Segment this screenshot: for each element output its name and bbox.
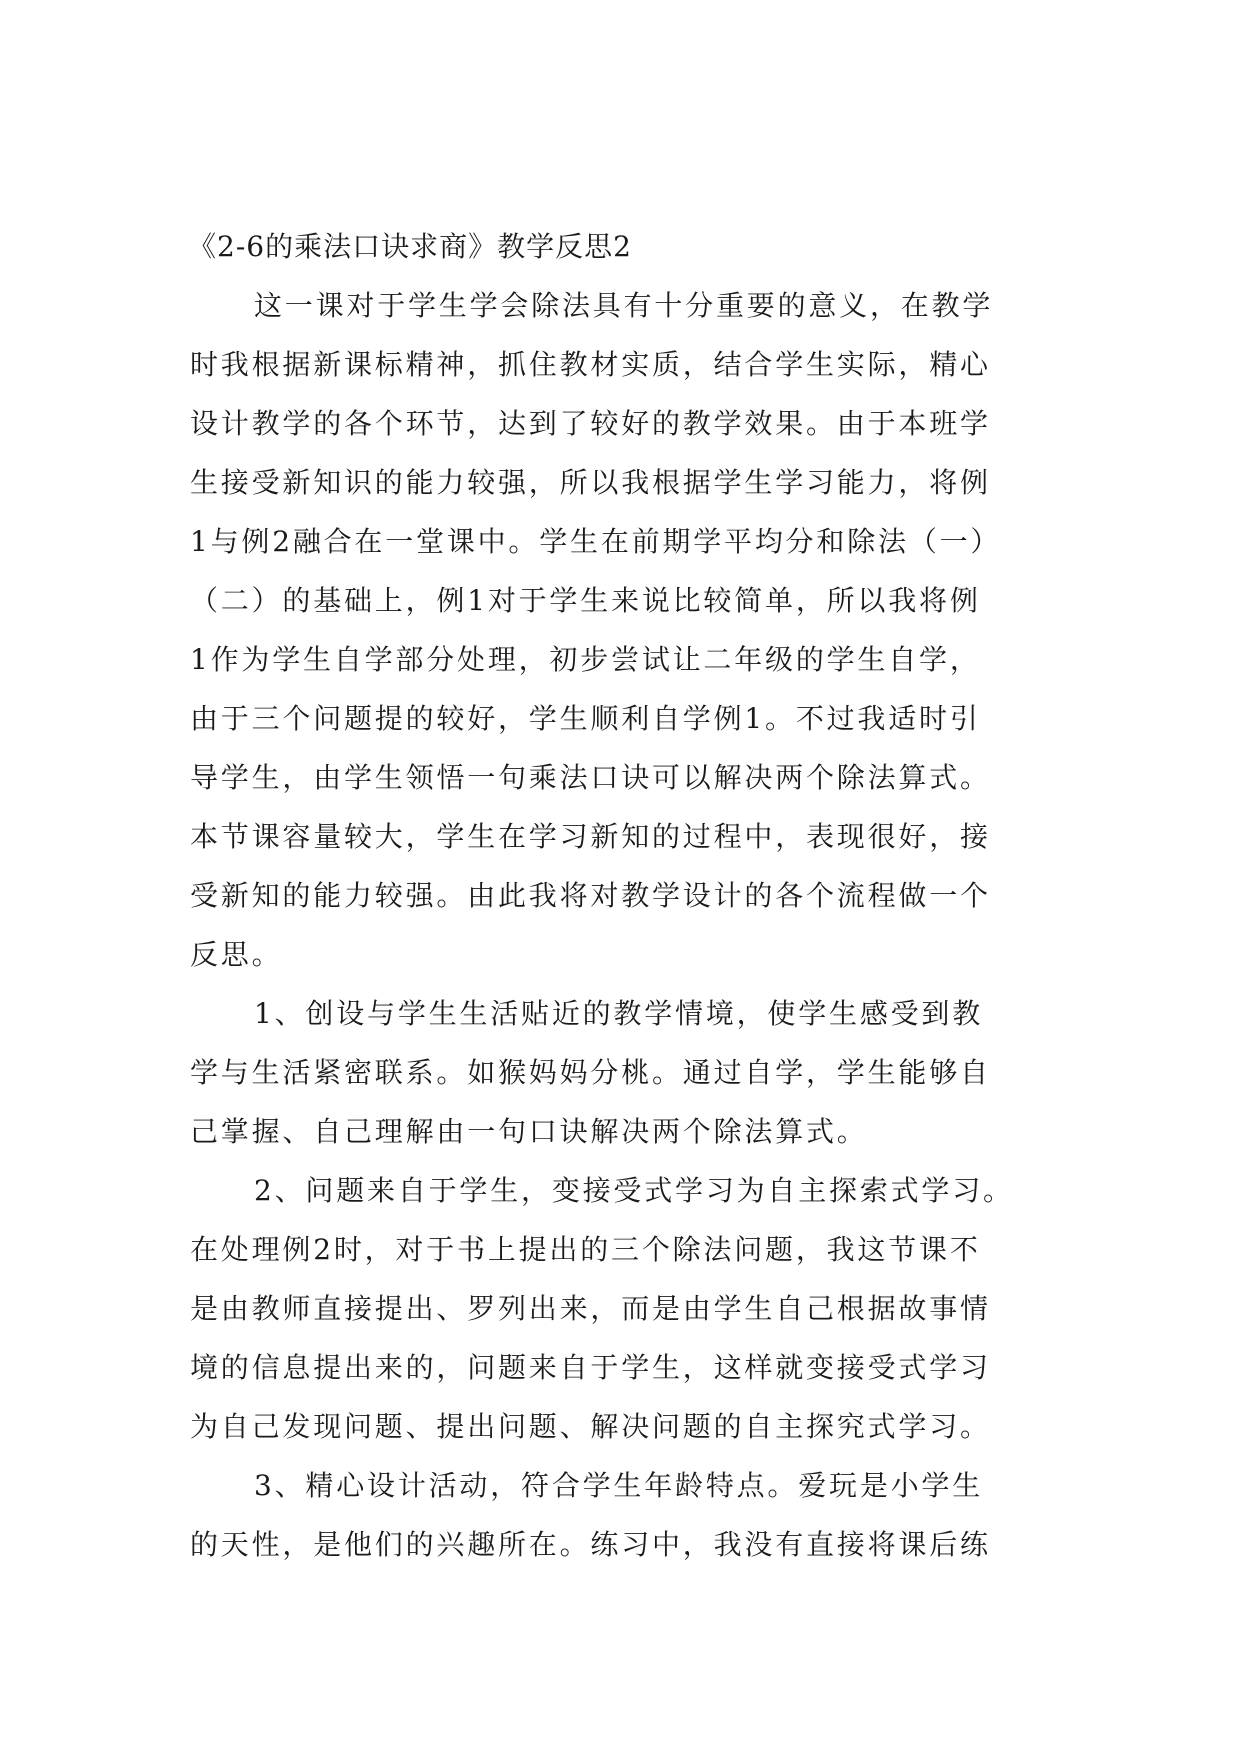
paragraph-1-line-9: 导学生，由学生领悟一句乘法口诀可以解决两个除法算式。 [190,761,991,794]
paragraph-2-line-2: 学与生活紧密联系。如猴妈妈分桃。通过自学，学生能够自 [190,1056,991,1089]
paragraph-2-line-3: 己掌握、自己理解由一句口诀解决两个除法算式。 [190,1115,868,1148]
paragraph-4-line-1: 3、精心设计活动，符合学生年龄特点。爱玩是小学生 [254,1469,984,1502]
paragraph-1-line-11: 受新知的能力较强。由此我将对教学设计的各个流程做一个 [190,879,991,912]
paragraph-2-line-1: 1、创设与学生生活贴近的教学情境，使学生感受到教 [254,997,984,1030]
paragraph-1-line-12: 反思。 [190,938,283,971]
paragraph-3-line-1: 2、问题来自于学生，变接受式学习为自主探索式学习。 [254,1174,1014,1207]
paragraph-1-line-5: 1与例2融合在一堂课中。学生在前期学平均分和除法（一） [190,525,1002,558]
paragraph-1-line-8: 由于三个问题提的较好，学生顺利自学例1。不过我适时引 [190,702,981,735]
paragraph-1-line-6: （二）的基础上，例1对于学生来说比较简单，所以我将例 [190,584,981,617]
document-title: 《2-6的乘法口诀求商》教学反思2 [188,230,632,263]
paragraph-3-line-2: 在处理例2时，对于书上提出的三个除法问题，我这节课不 [190,1233,981,1266]
paragraph-1-line-7: 1作为学生自学部分处理，初步尝试让二年级的学生自学， [190,643,981,676]
paragraph-1-line-2: 时我根据新课标精神，抓住教材实质，结合学生实际，精心 [190,348,991,381]
paragraph-1-line-1: 这一课对于学生学会除法具有十分重要的意义，在教学 [254,289,994,322]
paragraph-3-line-3: 是由教师直接提出、罗列出来，而是由学生自己根据故事情 [190,1292,991,1325]
document-body [190,217,1070,1574]
paragraph-1-line-10: 本节课容量较大，学生在学习新知的过程中，表现很好，接 [190,820,991,853]
paragraph-1-line-4: 生接受新知识的能力较强，所以我根据学生学习能力，将例 [190,466,991,499]
paragraph-3-line-5: 为自己发现问题、提出问题、解决问题的自主探究式学习。 [190,1410,991,1443]
paragraph-4-line-2: 的天性，是他们的兴趣所在。练习中，我没有直接将课后练 [190,1528,991,1561]
paragraph-1-line-3: 设计教学的各个环节，达到了较好的教学效果。由于本班学 [190,407,991,440]
paragraph-3-line-4: 境的信息提出来的，问题来自于学生，这样就变接受式学习 [190,1351,991,1384]
